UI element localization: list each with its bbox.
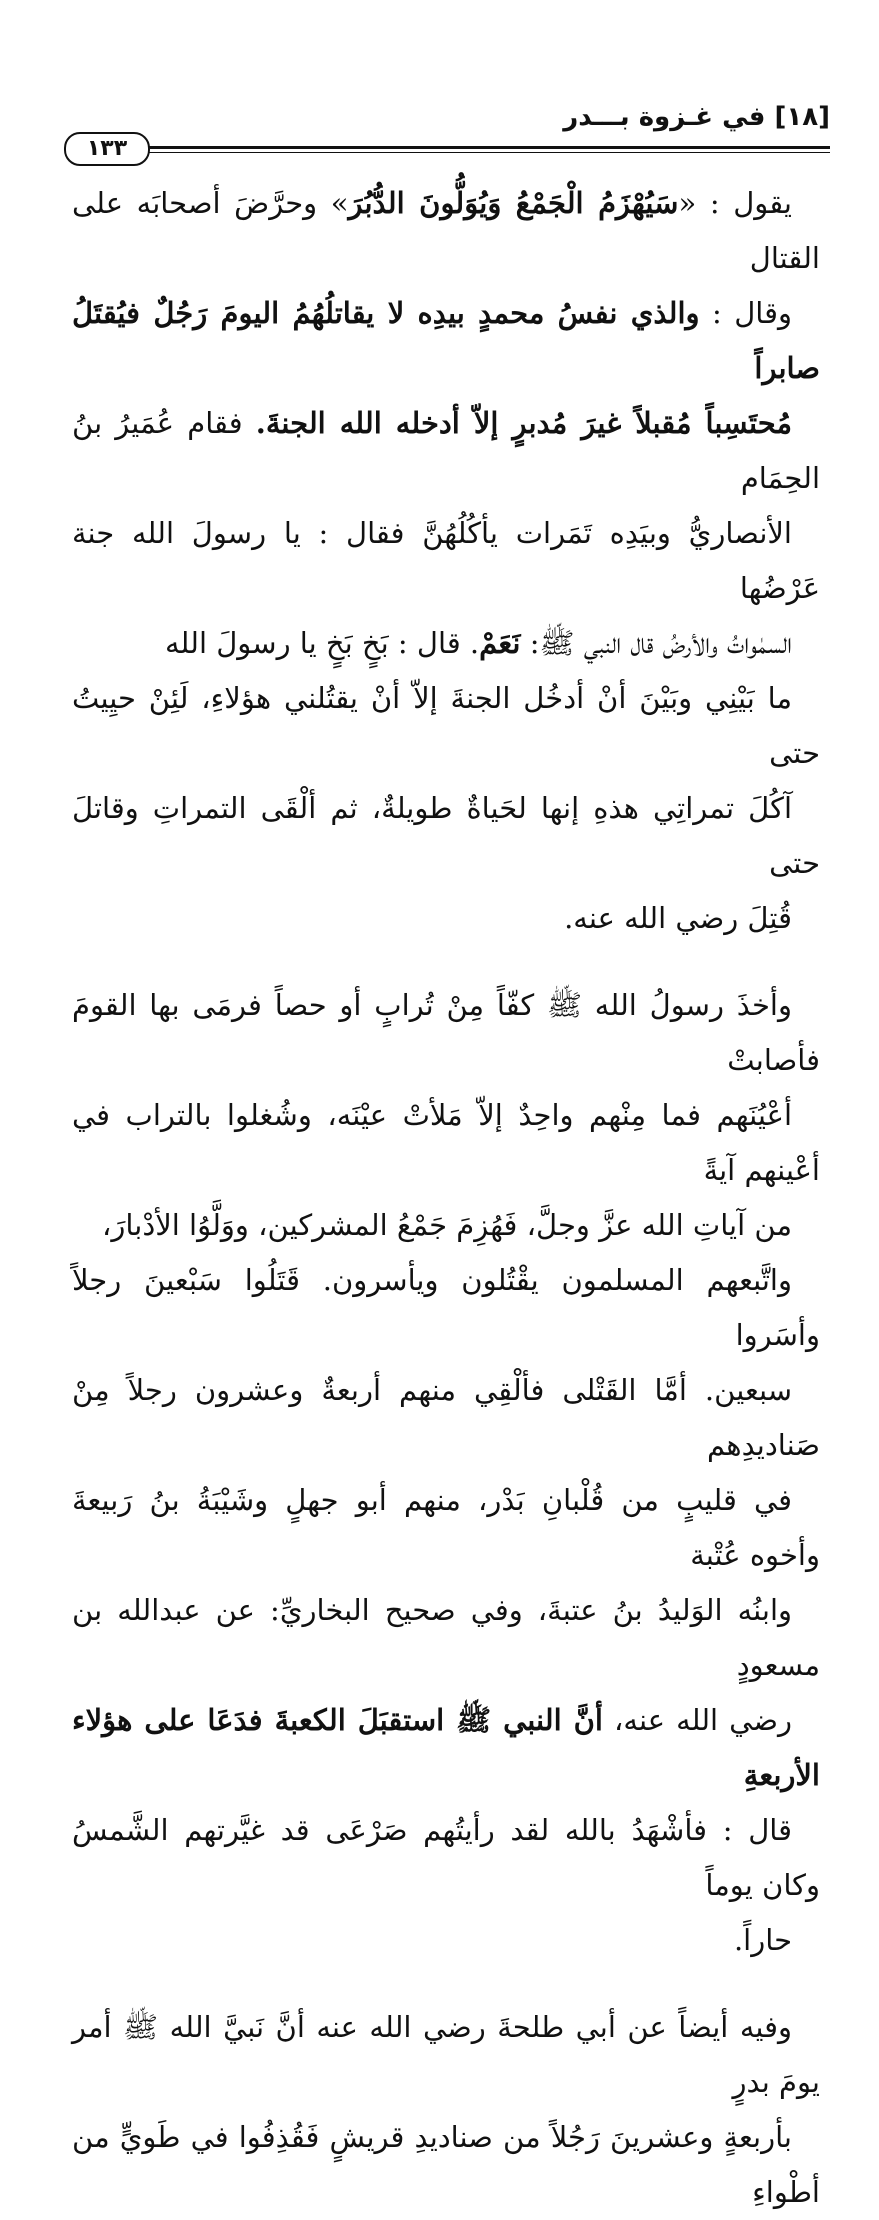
header-rule — [136, 146, 830, 153]
text-run: في قليبٍ من قُلْبانِ بَدْر، منهم أبو جهلٍ وشَيْبَةُ بنُ رَبيعةَ وأخوه عُتْبة — [72, 1483, 820, 1572]
page-header — [64, 96, 830, 162]
text-run: قال : فأشْهَدُ بالله لقد رأيتُهم صَرْعَى قد غيَّرتهم الشَّمسُ وكان يوماً — [72, 1813, 820, 1902]
text-line — [72, 1913, 820, 1968]
emphasized-text: أنَّ النبي ﷺ استقبَلَ الكعبةَ فدَعَا على هؤلاء الأربعةِ — [72, 1703, 820, 1792]
text-line — [72, 616, 820, 671]
text-line — [72, 1198, 820, 1253]
text-run: ما بَيْنِي وبَيْنَ أنْ أدخُل الجنةَ إلاّ أنْ يقتُلني هؤلاءِ، لَئِنْ حيِيتُ حتى — [72, 681, 820, 770]
body-text — [72, 176, 820, 2220]
text-line — [72, 978, 820, 1088]
text-line — [72, 781, 820, 891]
text-run: أعْيُنَهم فما مِنْهم واحِدٌ إلاّ مَلأتْ عيْنَه، وشُغلوا بالتراب في أعْينهم آيةً — [72, 1098, 820, 1187]
text-line — [72, 2000, 820, 2110]
text-run: من آياتِ الله عزَّ وجلَّ، فَهُزِمَ جَمْعُ المشركين، ووَلَّوُا الأدْبارَ، — [102, 1208, 792, 1242]
text-line — [72, 2110, 820, 2220]
emphasized-text: والذي نفسُ محمدٍ بيدِه لا يقاتلُهُمُ اليومَ رَجُلٌ فيُقتَلُ صابراً — [72, 296, 820, 385]
text-line — [72, 671, 820, 781]
text-line — [72, 1253, 820, 1363]
text-run: . قال : بَخٍ بَخٍ يا رسولَ الله — [164, 626, 480, 660]
text-run: آكُلَ تمراتِي هذهِ إنها لحَياةٌ طويلةٌ، ثم ألْقَى التمراتِ وقاتلَ حتى — [72, 791, 820, 880]
text-line — [72, 1693, 820, 1803]
text-line — [72, 1363, 820, 1473]
text-run: يقول : « — [678, 186, 792, 220]
text-line — [72, 396, 820, 506]
text-run: وقال : — [699, 296, 792, 330]
paragraph — [72, 978, 820, 1968]
text-line — [72, 176, 820, 286]
text-line — [72, 891, 820, 946]
text-run: وفيه أيضاً عن أبي طلحةَ رضي الله عنه أنَّ نَبيَّ الله ﷺ أمر يومَ بدرٍ — [72, 2010, 820, 2099]
text-line — [72, 286, 820, 396]
text-run: فقام عُمَيرُ بنُ الحِمَام — [72, 406, 820, 495]
emphasized-text: سَيُهْزَمُ الْجَمْعُ وَيُوَلُّونَ الدُّبُرَ — [348, 186, 679, 220]
text-run: السمٰواتُ والأرضُ قال النبي ﷺ: — [520, 626, 792, 660]
text-run: وابنُه الوَليدُ بنُ عتبةَ، وفي صحيح البخاريِّ: عن عبدالله بن مسعودٍ — [72, 1593, 820, 1682]
text-run: واتَّبعهم المسلمون يقْتُلون ويأسرون. قَتَلُوا سَبْعينَ رجلاً وأسَروا — [72, 1263, 820, 1352]
emphasized-text: نَعَمْ — [479, 626, 521, 660]
text-run: سبعين. أمَّا القَتْلى فألْقِي منهم أربعةٌ وعشرون رجلاً مِنْ صَناديدِهم — [72, 1373, 820, 1462]
text-line — [72, 1088, 820, 1198]
paragraph — [72, 176, 820, 946]
text-line — [72, 1473, 820, 1583]
text-run: رضي الله عنه، — [602, 1703, 792, 1737]
chapter-title: [١٨] في غـزوة بـــدر — [563, 102, 830, 132]
text-run: حاراً. — [733, 1923, 792, 1957]
text-run: بأربعةٍ وعشرينَ رَجُلاً من صناديدِ قريشٍ فَقُذِفُوا في طَويٍّ من أطْواءِ — [72, 2120, 820, 2209]
page-number: ١٣٣ — [64, 132, 150, 166]
text-run: وأخذَ رسولُ الله ﷺ كفّاً مِنْ تُرابٍ أو حصاً فرمَى بها القومَ فأصابتْ — [72, 988, 820, 1077]
text-run: » وحرَّضَ أصحابَه على القتال — [72, 186, 820, 275]
emphasized-text: مُحتَسِباً مُقبلاً غيرَ مُدبرٍ إلاّ أدخله الله الجنةَ. — [255, 406, 792, 440]
text-run: الأنصاريُّ وبيَدِه تَمَرات يأكُلُهُنَّ فقال : يا رسولَ الله جنة عَرْضُها — [72, 516, 820, 605]
text-line — [72, 1583, 820, 1693]
text-run: قُتِلَ رضي الله عنه. — [564, 901, 792, 935]
text-line — [72, 506, 820, 616]
text-line — [72, 1803, 820, 1913]
paragraph — [72, 2000, 820, 2220]
